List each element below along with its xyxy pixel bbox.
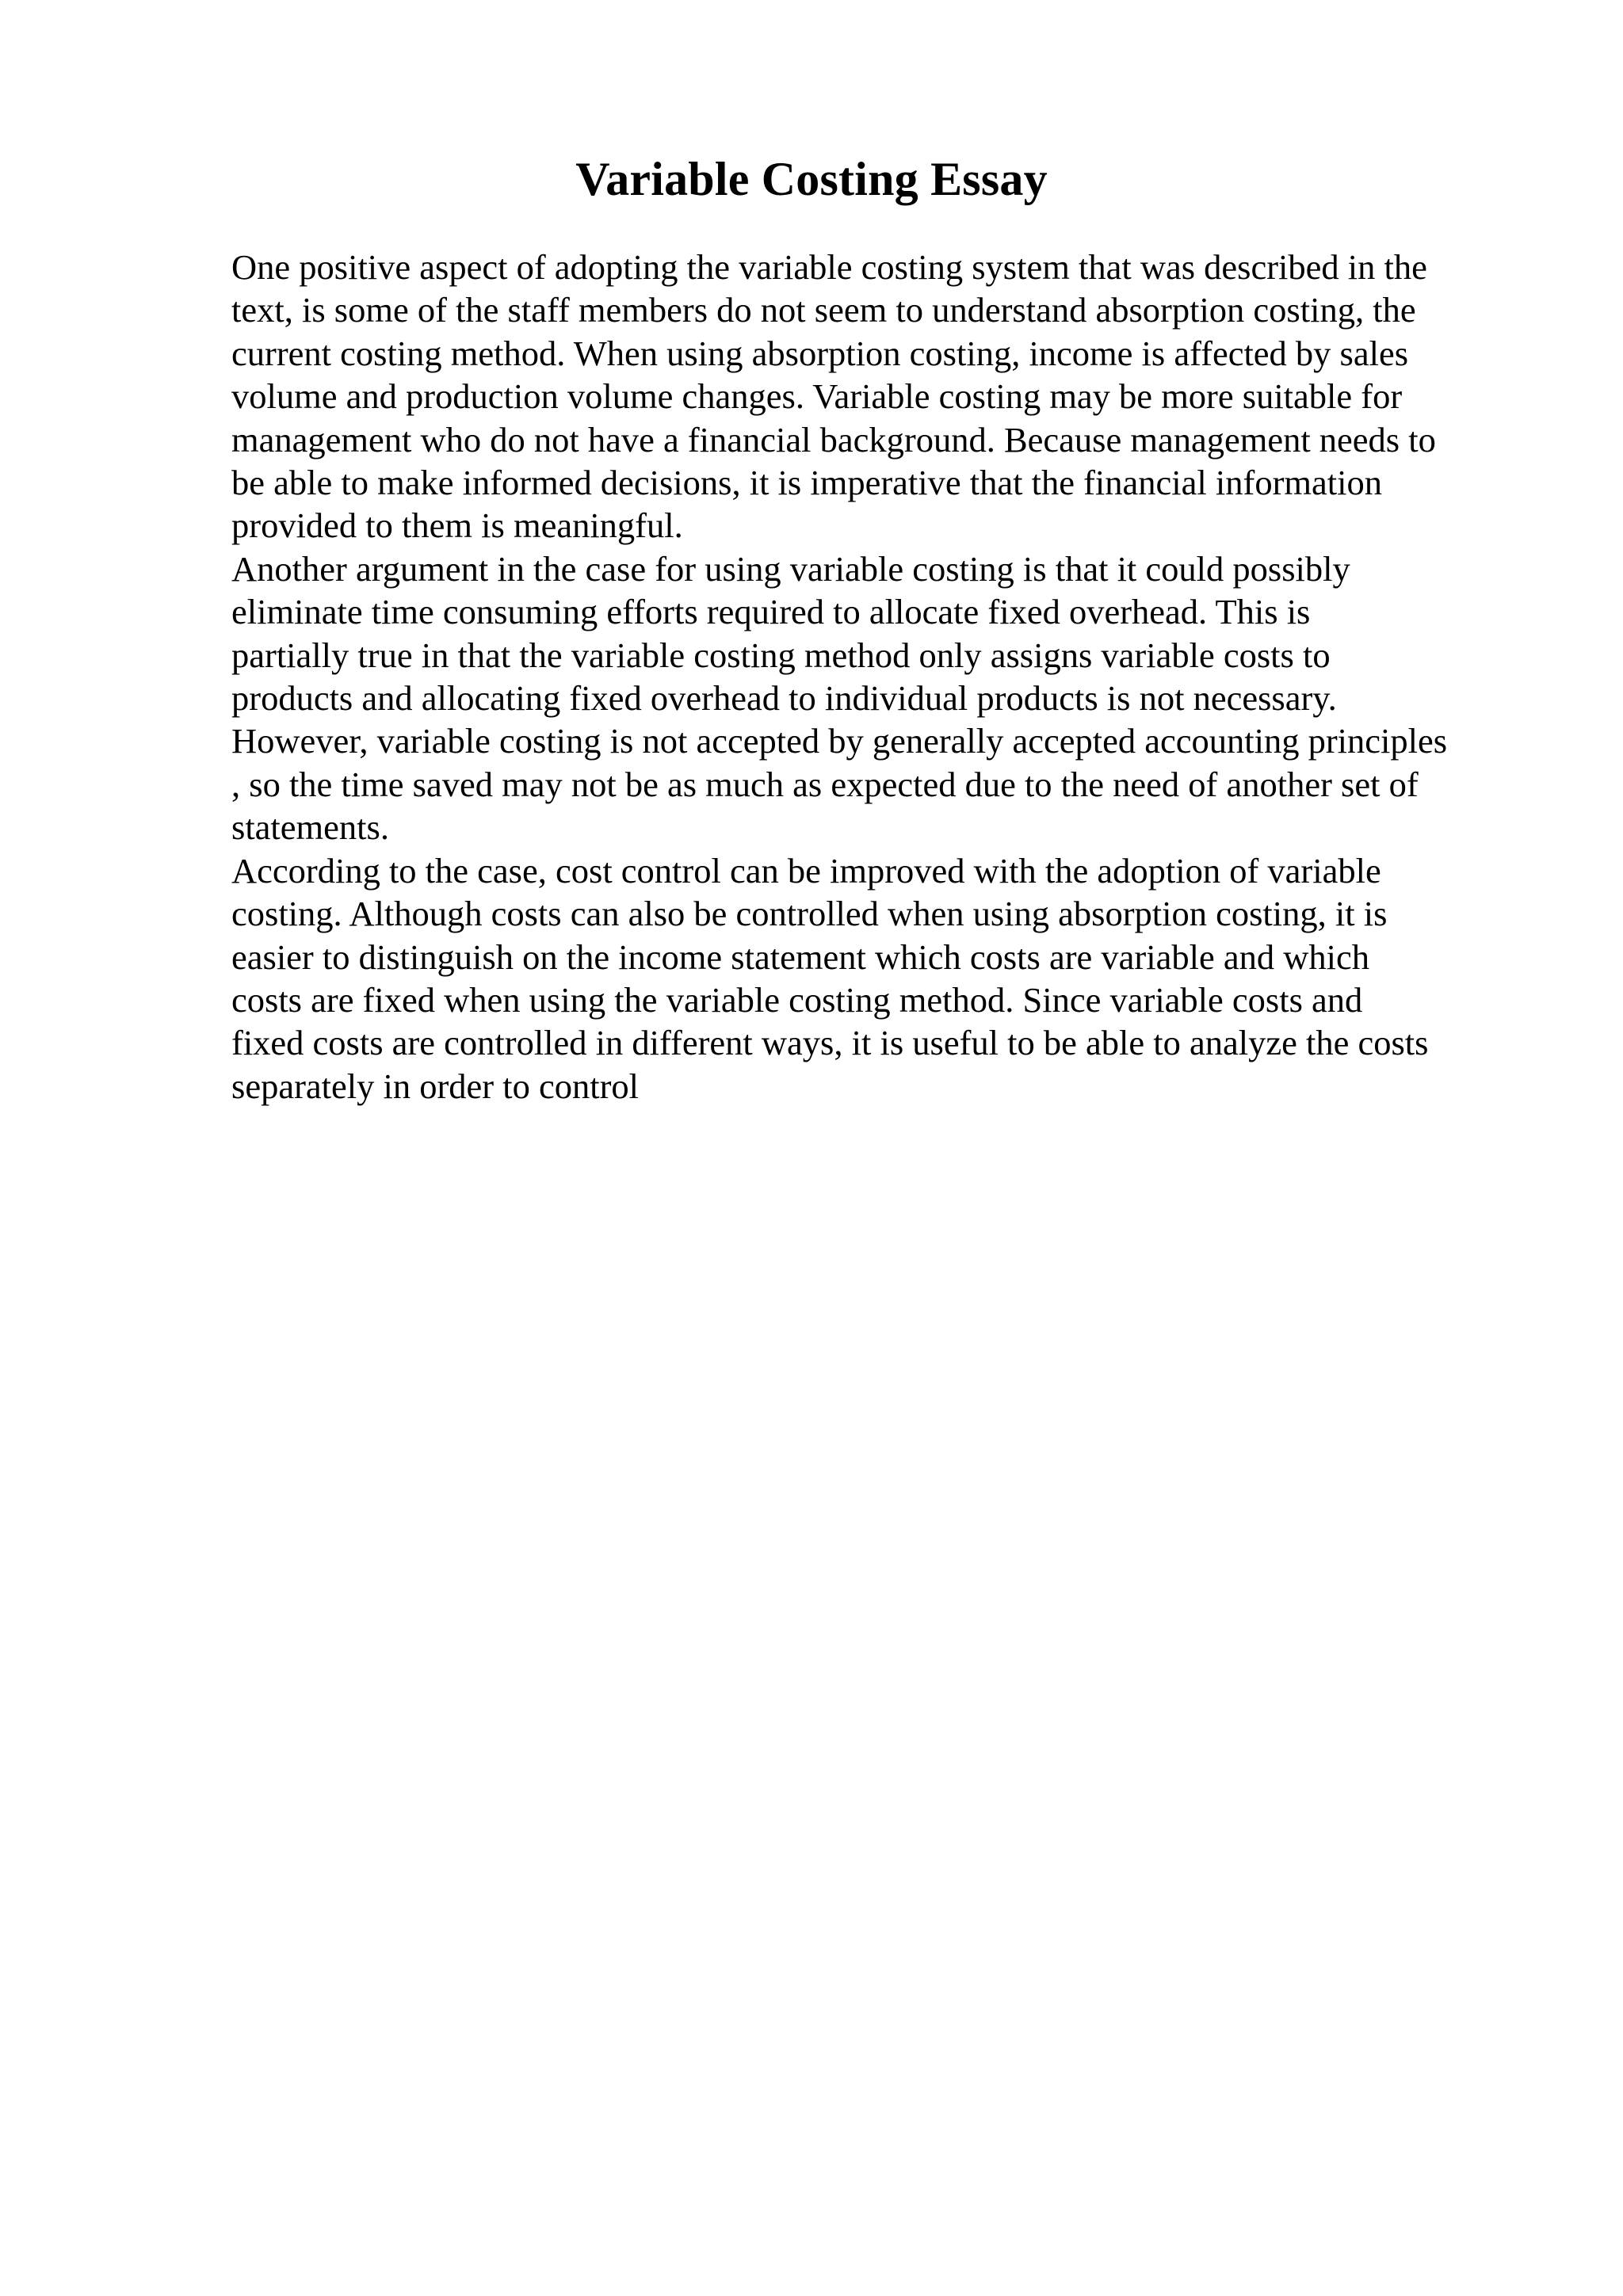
essay-line: volume and production volume changes. Variable costing may be more suitable for <box>231 376 1403 417</box>
essay-line: Another argument in the case for using variable costing is that it could possibly <box>231 548 1350 589</box>
essay-line: current costing method. When using absorption costing, income is affected by sales <box>231 333 1409 373</box>
essay-line: products and allocating fixed overhead to individual products is not necessary. <box>231 678 1337 719</box>
essay-line: provided to them is meaningful. <box>231 505 683 546</box>
essay-line: separately in order to control <box>231 1066 640 1106</box>
essay-line: fixed costs are controlled in different ways, it is useful to be able to analyze the costs <box>231 1023 1429 1063</box>
essay-line: One positive aspect of adopting the variable costing system that was described in the <box>231 247 1427 287</box>
essay-line: eliminate time consuming efforts required to allocate fixed overhead. This is <box>231 592 1311 632</box>
essay-line: , so the time saved may not be as much as expected due to the need of another set of <box>231 764 1419 804</box>
essay-line: However, variable costing is not accepted by generally accepted accounting principles <box>231 721 1448 761</box>
essay-line: statements. <box>231 807 389 848</box>
essay-line: easier to distinguish on the income statement which costs are variable and which <box>231 936 1369 977</box>
essay-line: costing. Although costs can also be controlled when using absorption costing, it is <box>231 894 1388 934</box>
essay-line: According to the case, cost control can be improved with the adoption of variable <box>231 850 1381 891</box>
essay-line: partially true in that the variable costing method only assigns variable costs to <box>231 635 1331 675</box>
essay-line: text, is some of the staff members do not seem to understand absorption costing, the <box>231 290 1416 330</box>
essay-line: management who do not have a financial background. Because management needs to <box>231 419 1436 460</box>
essay-body <box>231 246 1515 1108</box>
essay-line: be able to make informed decisions, it is imperative that the financial information <box>231 463 1382 503</box>
essay-line: costs are fixed when using the variable costing method. Since variable costs and <box>231 979 1363 1020</box>
document-title: Variable Costing Essay <box>575 153 1048 205</box>
